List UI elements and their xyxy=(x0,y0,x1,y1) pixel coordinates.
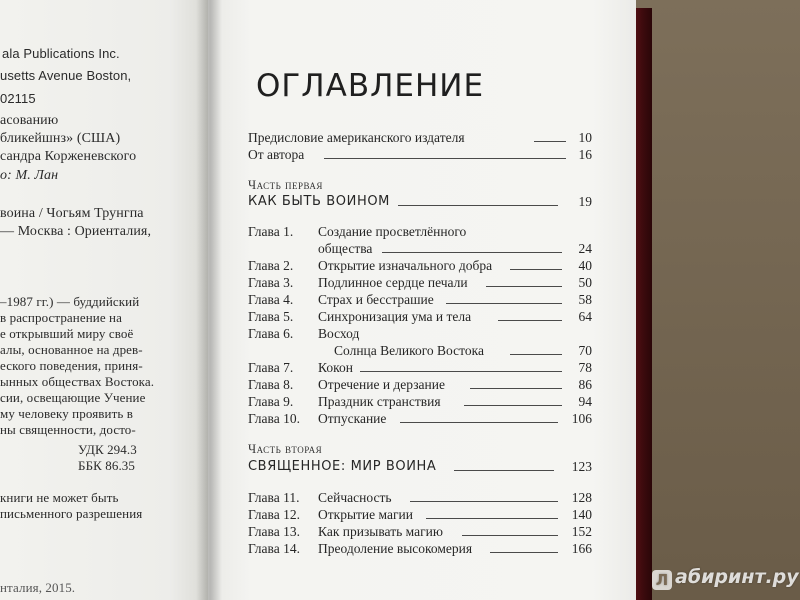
leader-line xyxy=(426,518,558,519)
chapter-title: Подлинное сердце печали xyxy=(318,275,468,290)
chapter-page: 106 xyxy=(571,411,592,426)
part-title: СВЯЩЕННОЕ: МИР ВОИНА xyxy=(248,459,437,474)
leader-line xyxy=(398,205,558,206)
toc-chapter xyxy=(248,490,592,507)
toc-entry xyxy=(248,130,592,147)
left-page-line: е открывший миру своё xyxy=(0,326,134,341)
chapter-page: 94 xyxy=(578,394,592,409)
chapter-number: Глава 10. xyxy=(248,411,300,426)
chapter-title: Как призывать магию xyxy=(318,524,443,539)
left-page-line: еского поведения, приня- xyxy=(0,358,143,373)
part-label: Часть вторая xyxy=(248,442,323,456)
leader-line xyxy=(510,269,562,270)
chapter-page: 86 xyxy=(578,377,592,392)
leader-line xyxy=(410,501,558,502)
left-page-line: бликейшнз» (США) xyxy=(0,131,121,146)
part-page: 19 xyxy=(578,194,592,209)
left-page-line: письменного разрешения xyxy=(0,506,143,521)
left-page-line: 02115 xyxy=(0,91,36,106)
chapter-page: 64 xyxy=(578,309,592,324)
left-page-line: в распространение на xyxy=(0,310,122,325)
left-page-line: сии, освещающие Учение xyxy=(0,390,146,405)
chapter-title: Восход xyxy=(318,326,360,341)
chapter-title: Открытие изначального добра xyxy=(318,258,493,273)
left-page xyxy=(0,0,212,600)
leader-line xyxy=(324,158,566,159)
chapter-title: общества xyxy=(318,241,373,256)
book-gutter-shadow xyxy=(196,0,222,600)
left-page-line: — Москва : Ориенталия, xyxy=(0,224,152,239)
toc-entry-title: Предисловие американского издателя xyxy=(248,130,465,145)
chapter-number: Глава 13. xyxy=(248,524,300,539)
chapter-title: Страх и бесстрашие xyxy=(318,292,434,307)
chapter-number: Глава 9. xyxy=(248,394,294,409)
chapter-number: Глава 8. xyxy=(248,377,294,392)
watermark-text: абиринт.ру xyxy=(675,566,799,588)
chapter-number: Глава 5. xyxy=(248,309,294,324)
toc-chapter xyxy=(248,541,592,558)
page-title: ОГЛАВЛЕНИЕ xyxy=(256,68,485,104)
left-page-line: о: М. Лан xyxy=(0,168,59,183)
left-page-line: –1987 гг.) — буддийский xyxy=(0,294,140,309)
toc-chapter xyxy=(248,394,592,411)
leader-line xyxy=(464,405,562,406)
chapter-title: Праздник странствия xyxy=(318,394,441,409)
chapter-number: Глава 1. xyxy=(248,224,294,239)
chapter-title: Отпускание xyxy=(318,411,387,426)
toc-chapter xyxy=(248,524,592,541)
chapter-page: 78 xyxy=(578,360,592,375)
left-page-line: ынных обществах Востока. xyxy=(0,374,155,389)
toc-chapter xyxy=(248,507,592,524)
left-page-line: му человеку проявить в xyxy=(0,406,133,421)
chapter-page: 40 xyxy=(578,258,592,273)
toc-entry-page: 16 xyxy=(578,147,592,162)
toc-entry-title: От автора xyxy=(248,147,305,162)
toc-chapter-line xyxy=(248,326,592,343)
left-page-line: асованию xyxy=(0,113,59,128)
left-page-line: usetts Avenue Boston, xyxy=(0,68,132,83)
chapter-page: 24 xyxy=(578,241,592,256)
left-page-line: книги не может быть xyxy=(0,490,119,505)
chapter-page: 128 xyxy=(571,490,592,505)
toc-part-entry xyxy=(248,459,592,476)
chapter-page: 152 xyxy=(571,524,592,539)
leader-line xyxy=(446,303,562,304)
toc-chapter xyxy=(248,343,592,360)
chapter-title: Создание просветлённого xyxy=(318,224,467,239)
chapter-number: Глава 2. xyxy=(248,258,294,273)
left-page-line: алы, основанное на древ- xyxy=(0,342,143,357)
leader-line xyxy=(360,371,562,372)
chapter-title: Открытие магии xyxy=(318,507,413,522)
chapter-page: 50 xyxy=(578,275,592,290)
labirint-logo-icon: Л xyxy=(652,570,672,590)
toc-chapter-line xyxy=(248,224,592,241)
chapter-number: Глава 12. xyxy=(248,507,300,522)
part-title: КАК БЫТЬ ВОИНОМ xyxy=(248,194,390,209)
chapter-title: Солнца Великого Востока xyxy=(334,343,484,358)
bbk-code: ББК 86.35 xyxy=(78,458,136,473)
toc-entry xyxy=(248,147,592,164)
right-page xyxy=(208,0,636,600)
udk-code: УДК 294.3 xyxy=(78,442,137,457)
leader-line xyxy=(382,252,562,253)
part-label: Часть первая xyxy=(248,178,323,192)
chapter-title: Сейчасность xyxy=(318,490,392,505)
chapter-title: Синхронизация ума и тела xyxy=(318,309,472,324)
toc-part-entry xyxy=(248,194,592,211)
chapter-number: Глава 6. xyxy=(248,326,294,341)
toc-entry-page: 10 xyxy=(578,130,592,145)
chapter-number: Глава 14. xyxy=(248,541,300,556)
chapter-title: Отречение и дерзание xyxy=(318,377,445,392)
chapter-title: Кокон xyxy=(318,360,353,375)
toc-chapter xyxy=(248,309,592,326)
chapter-title: Преодоление высокомерия xyxy=(318,541,473,556)
toc-chapter xyxy=(248,411,592,428)
labirint-watermark xyxy=(652,566,799,590)
toc-chapter xyxy=(248,360,592,377)
chapter-page: 58 xyxy=(578,292,592,307)
part-page: 123 xyxy=(571,459,592,474)
leader-line xyxy=(486,286,562,287)
toc-chapter xyxy=(248,275,592,292)
left-page-line: ны священности, досто- xyxy=(0,422,136,437)
leader-line xyxy=(510,354,562,355)
chapter-number: Глава 11. xyxy=(248,490,300,505)
chapter-number: Глава 3. xyxy=(248,275,294,290)
toc-chapter xyxy=(248,241,592,258)
leader-line xyxy=(534,141,566,142)
toc-chapter xyxy=(248,292,592,309)
leader-line xyxy=(490,552,558,553)
toc-chapter xyxy=(248,377,592,394)
chapter-number: Глава 4. xyxy=(248,292,294,307)
leader-line xyxy=(498,320,562,321)
left-page-line: ala Publications Inc. xyxy=(2,46,120,61)
left-page-line: воина / Чогьям Трунгпа xyxy=(0,206,144,221)
leader-line xyxy=(470,388,562,389)
toc-chapter xyxy=(248,258,592,275)
leader-line xyxy=(400,422,558,423)
chapter-number: Глава 7. xyxy=(248,360,294,375)
leader-line xyxy=(462,535,558,536)
left-page-line: нталия, 2015. xyxy=(0,580,76,595)
chapter-page: 166 xyxy=(571,541,592,556)
chapter-page: 70 xyxy=(578,343,592,358)
left-page-line: сандра Корженевского xyxy=(0,149,137,164)
chapter-page: 140 xyxy=(571,507,592,522)
leader-line xyxy=(454,470,554,471)
